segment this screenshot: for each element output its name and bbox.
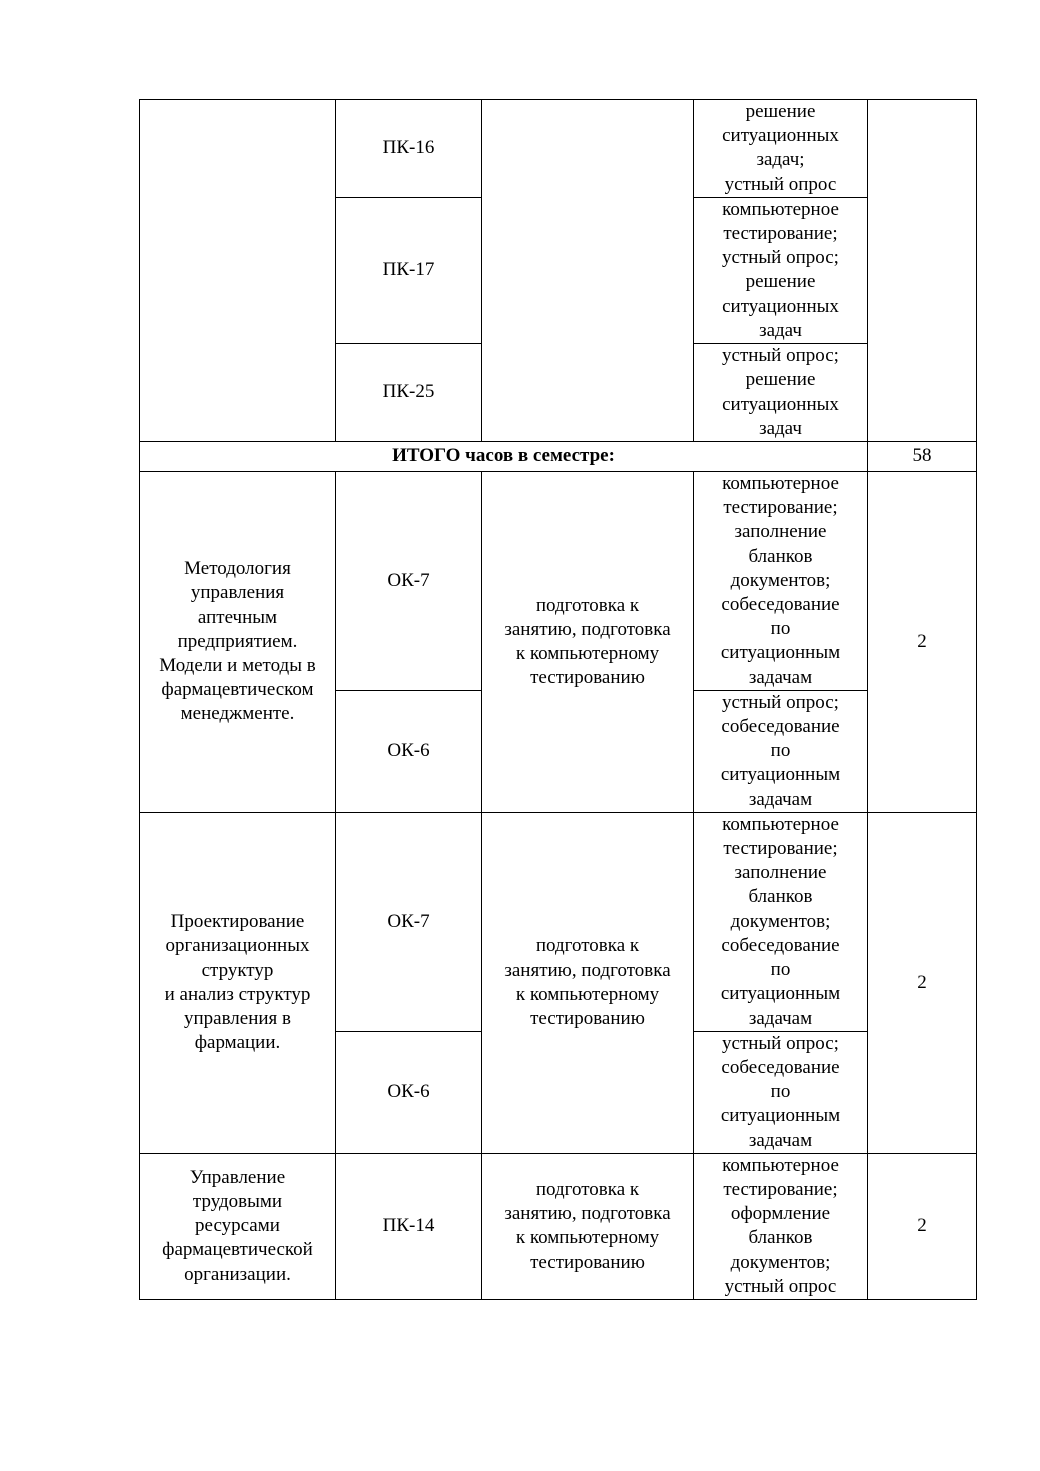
competence-code: ОК-6 <box>336 690 482 812</box>
competence-code: ПК-17 <box>336 197 482 343</box>
control-form: компьютерное тестирование; заполнение бланков документов; собеседование по ситуационным задачам <box>694 812 868 1031</box>
competence-code: ОК-7 <box>336 472 482 691</box>
curriculum-table <box>139 99 977 1300</box>
competence-code: ПК-16 <box>336 100 482 198</box>
hours-value: 2 <box>868 812 977 1153</box>
hours-value: 2 <box>868 1153 977 1299</box>
work-description: подготовка к занятию, подготовка к компьютерному тестированию <box>482 472 694 813</box>
competence-code: ПК-14 <box>336 1153 482 1299</box>
control-form: устный опрос; собеседование по ситуационным задачам <box>694 1031 868 1153</box>
work-description: подготовка к занятию, подготовка к компьютерному тестированию <box>482 812 694 1153</box>
competence-code: ОК-7 <box>336 812 482 1031</box>
control-form: компьютерное тестирование; оформление бланков документов; устный опрос <box>694 1153 868 1299</box>
competence-code: ОК-6 <box>336 1031 482 1153</box>
table-row <box>140 100 977 198</box>
topic-title: Методология управления аптечным предприятием. Модели и методы в фармацевтическом менеджменте. <box>140 472 336 813</box>
table-row <box>140 472 977 691</box>
control-form: устный опрос; собеседование по ситуационным задачам <box>694 690 868 812</box>
topic-title: Управление трудовыми ресурсами фармацевтической организации. <box>140 1153 336 1299</box>
control-form: устный опрос; решение ситуационных задач <box>694 344 868 442</box>
table-row <box>140 812 977 1031</box>
control-form: решение ситуационных задач; устный опрос <box>694 100 868 198</box>
work-description: подготовка к занятию, подготовка к компьютерному тестированию <box>482 1153 694 1299</box>
table-row <box>140 1153 977 1299</box>
work-cell-empty <box>482 100 694 442</box>
control-form: компьютерное тестирование; устный опрос; решение ситуационных задач <box>694 197 868 343</box>
total-label: ИТОГО часов в семестре: <box>140 442 868 472</box>
topic-title: Проектирование организационных структур и анализ структур управления в фармации. <box>140 812 336 1153</box>
competence-code: ПК-25 <box>336 344 482 442</box>
control-form: компьютерное тестирование; заполнение бланков документов; собеседование по ситуационным задачам <box>694 472 868 691</box>
hours-value: 2 <box>868 472 977 813</box>
hours-cell-empty <box>868 100 977 442</box>
topic-cell-empty <box>140 100 336 442</box>
total-hours: 58 <box>868 442 977 472</box>
total-row <box>140 442 977 472</box>
